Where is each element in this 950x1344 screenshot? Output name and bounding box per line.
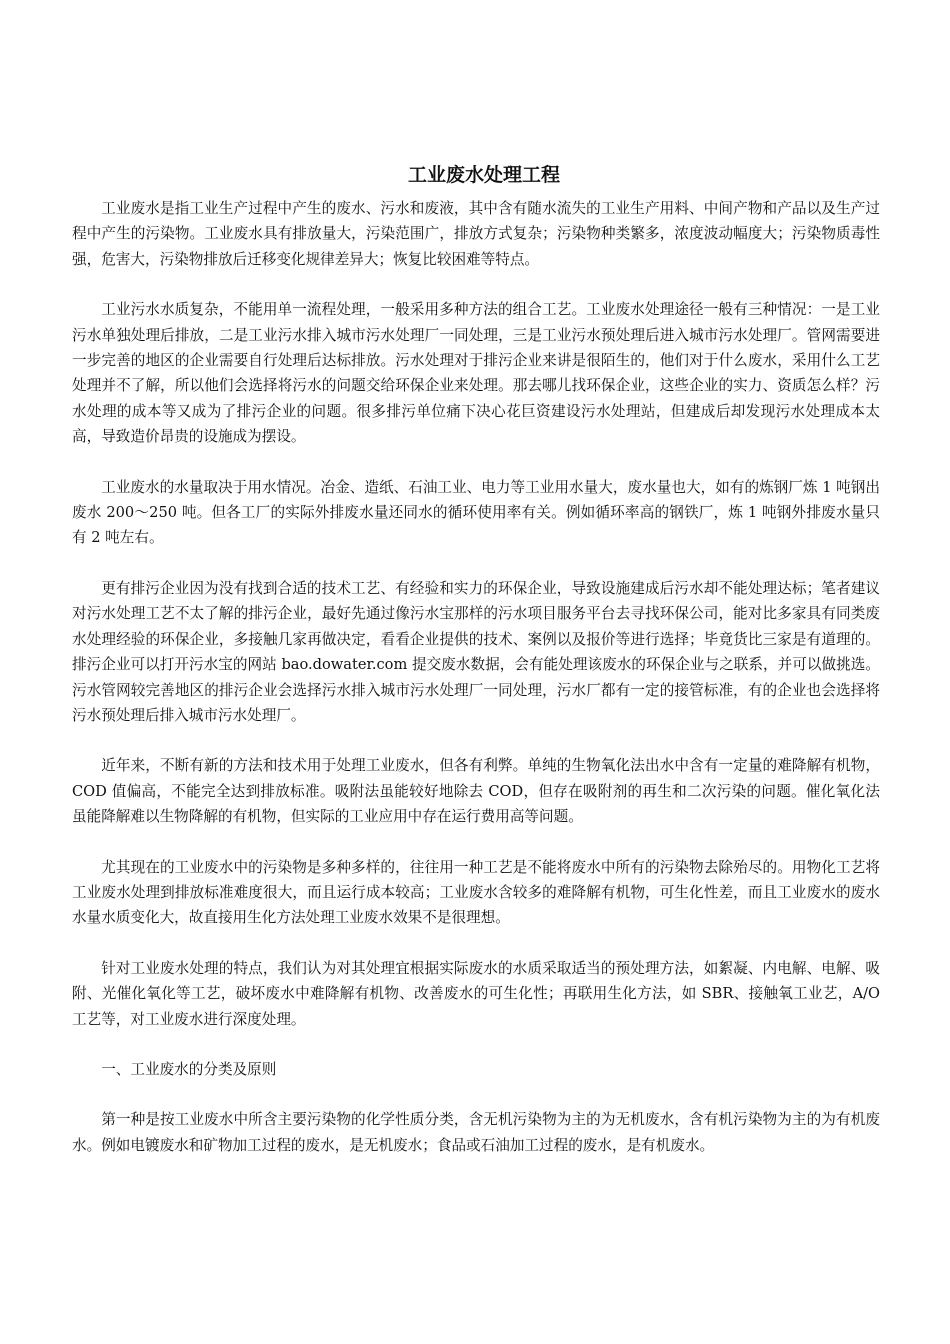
paragraph-new-methods: 近年来，不断有新的方法和技术用于处理工业废水，但各有利弊。单纯的生物氧化法出水中含有一定量的难降解有机物，COD 值偏高，不能完全达到排放标准。吸附法虽能较好地除去 COD，但存在吸附剂的再生和二次污染的问题。催化氧化法虽能降解难以生物降解的有机物，但实际的工业应用中存在运行费用高等问题。 bbox=[72, 757, 880, 826]
document-page bbox=[72, 160, 880, 1183]
paragraph-water-volume: 工业废水的水量取决于用水情况。冶金、造纸、石油工业、电力等工业用水量大，废水量也大，如有的炼钢厂炼 1 吨钢出废水 200～250 吨。但各工厂的实际外排废水量还同水的循环使用率有关。例如循环率高的钢铁厂，炼 1 吨钢外排废水量只有 2 吨左右。 bbox=[72, 478, 880, 547]
paragraph-treatment-routes: 工业污水水质复杂，不能用单一流程处理，一般采用多种方法的组合工艺。工业废水处理途径一般有三种情况：一是工业污水单独处理后排放，二是工业污水排入城市污水处理厂一同处理，三是工业污水预处理后进入城市污水处理厂。管网需要进一步完善的地区的企业需要自行处理后达标排放。污水处理对于排污企业来讲是很陌生的，他们对于什么废水，采用什么工艺处理并不了解，所以他们会选择将污水的问题交给环保企业来处理。那去哪儿找环保企业，这些企业的实力、资质怎么样？污水处理的成本等又成为了排污企业的问题。很多排污单位痛下决心花巨资建设污水处理站，但建成后却发现污水处理成本太高，导致造价昂贵的设施成为摆设。 bbox=[72, 301, 880, 446]
paragraph-recommended-approach: 针对工业废水处理的特点，我们认为对其处理宜根据实际废水的水质采取适当的预处理方法，如絮凝、内电解、电解、吸附、光催化氧化等工艺，破坏废水中难降解有机物、改善废水的可生化性；再联用生化方法，如 SBR、接触氧工业艺，A/O 工艺等，对工业废水进行深度处理。 bbox=[72, 959, 880, 1028]
paragraph-definition: 工业废水是指工业生产过程中产生的废水、污水和废液，其中含有随水流失的工业生产用料、中间产物和产品以及生产过程中产生的污染物。工业废水具有排放量大，污染范围广，排放方式复杂；污染物种类繁多，浓度波动幅度大；污染物质毒性强，危害大，污染物排放后迁移变化规律差异大；恢复比较困难等特点。 bbox=[72, 200, 880, 268]
paragraph-classification: 第一种是按工业废水中所含主要污染物的化学性质分类，含无机污染物为主的为无机废水，含有机污染物为主的为有机废水。例如电镀废水和矿物加工过程的废水，是无机废水；食品或石油加工过程的废水，是有机废水。 bbox=[72, 1111, 880, 1154]
paragraph-pollutant-diversity: 尤其现在的工业废水中的污染物是多种多样的，往往用一种工艺是不能将废水中所有的污染物去除殆尽的。用物化工艺将工业废水处理到排放标准难度很大，而且运行成本较高；工业废水含较多的难降解有机物，可生化性差，而且工业废水的废水水量水质变化大，故直接用生化方法处理工业废水效果不是很理想。 bbox=[72, 858, 880, 927]
document-title: 工业废水处理工程 bbox=[407, 164, 560, 186]
section-heading: 一、工业废水的分类及原则 bbox=[101, 1060, 277, 1078]
paragraph-finding-contractors: 更有排污企业因为没有找到合适的技术工艺、有经验和实力的环保企业，导致设施建成后污水却不能处理达标；笔者建议对污水处理工艺不太了解的排污企业，最好先通过像污水宝那样的污水项目服务平台去寻找环保公司，能对比多家具有同类废水处理经验的环保企业，多接触几家再做决定，看看企业提供的技术、案例以及报价等进行选择；毕竟货比三家是有道理的。排污企业可以打开污水宝的网站 bao.dowater.com 提交废水数据，会有能处理该废水的环保企业与之联系，并可以做挑选。污水管网较完善地区的排污企业会选择污水排入城市污水处理厂一同处理，污水厂都有一定的接管标准，有的企业也会选择将污水预处理后排入城市污水处理厂。 bbox=[72, 579, 880, 724]
